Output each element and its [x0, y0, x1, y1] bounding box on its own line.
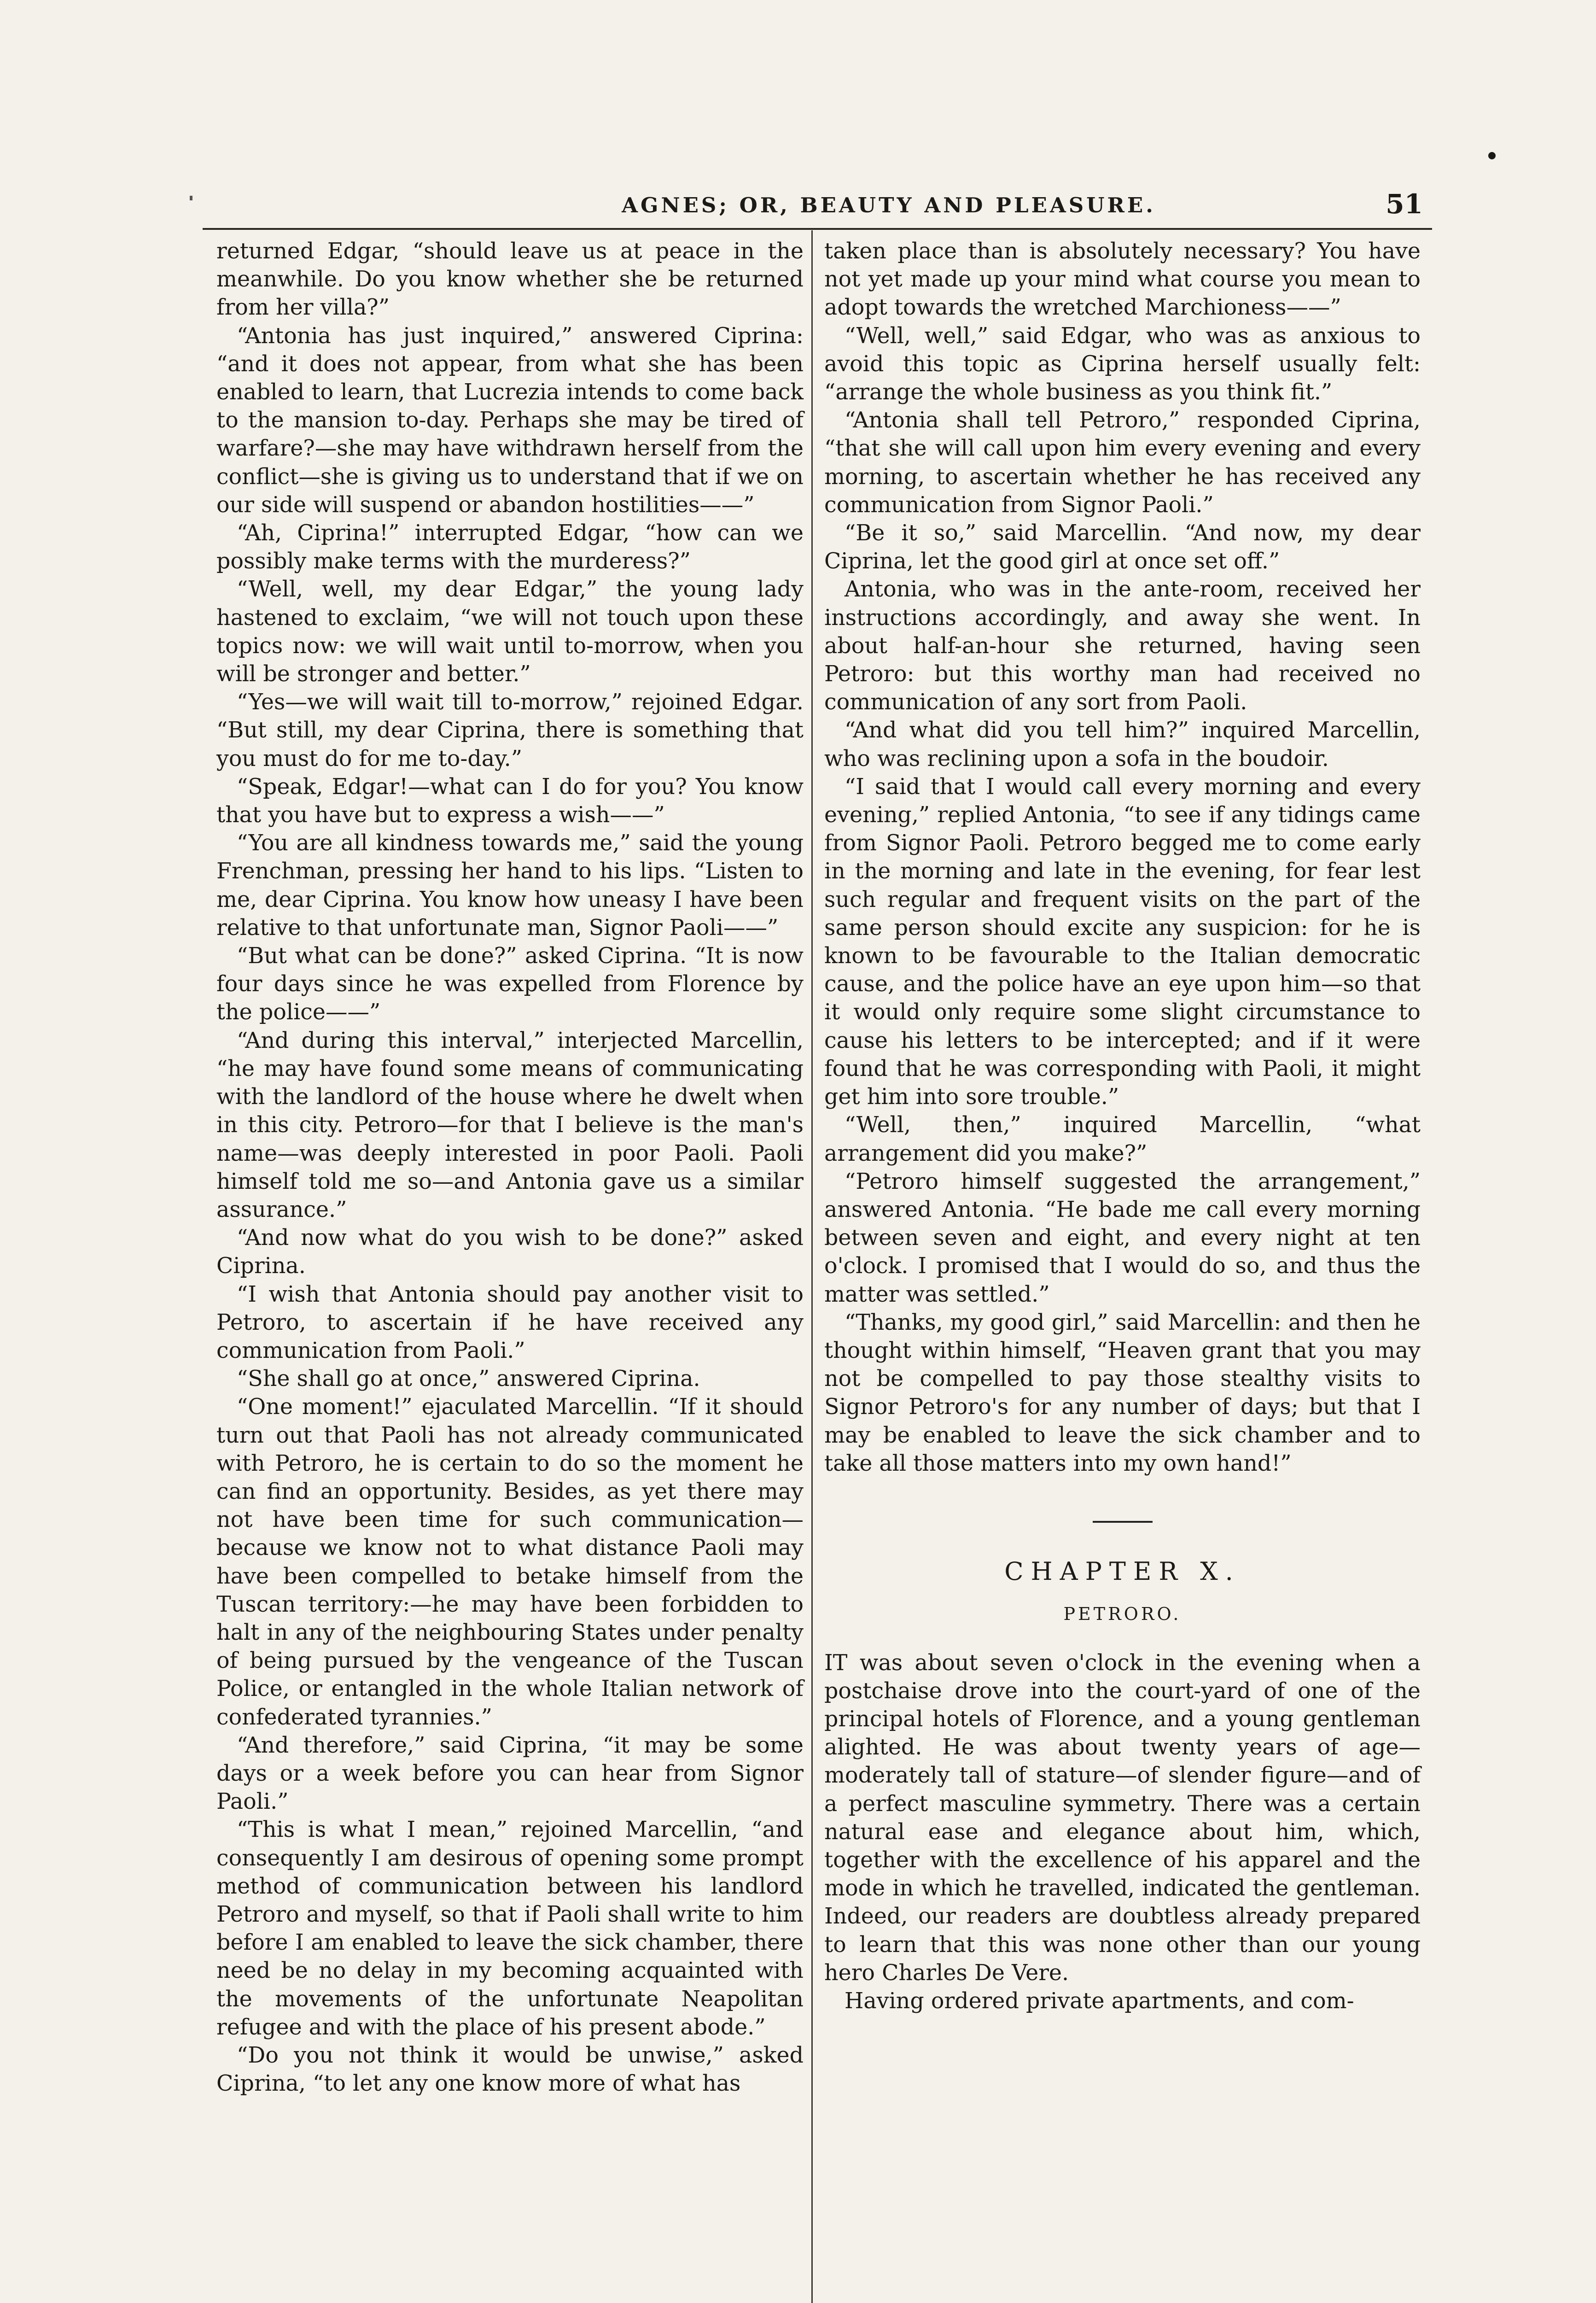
header-rule: [203, 228, 1432, 230]
paragraph: “Speak, Edgar!—what can I do for you? You know that you have but to express a wish——”: [216, 774, 804, 828]
ink-dot: [1488, 152, 1496, 159]
right-column: [824, 237, 1421, 2015]
paragraph: “Yes—we will wait till to-morrow,” rejoined Edgar. “But still, my dear Ciprina, there is something that you must do for me to-day.”: [216, 690, 804, 772]
paragraph: “Well, well, my dear Edgar,” the young lady hastened to exclaim, “we will not touch upon these topics now: we will wait until to-morrow, when you will be stronger and better.”: [216, 577, 804, 687]
paragraph: “And now what do you wish to be done?” asked Ciprina.: [216, 1225, 804, 1279]
paragraph: returned Edgar, “should leave us at peace in the meanwhile. Do you know whether she be returned from her villa?”: [216, 239, 804, 321]
paragraph: “Do you not think it would be unwise,” asked Ciprina, “to let any one know more of what has: [216, 2043, 804, 2097]
ink-speck: [190, 196, 192, 200]
paragraph: “Petroro himself suggested the arrangement,” answered Antonia. “He bade me call every morning between seven and eight, and every night at ten o'clock. I promised that I would do so, and thus the matter was settled.”: [824, 1169, 1421, 1307]
paragraph: “Ah, Ciprina!” interrupted Edgar, “how can we possibly make terms with the murderess?”: [216, 520, 804, 574]
left-column: [216, 237, 804, 2098]
paragraph: Having ordered private apartments, and com-: [845, 1988, 1354, 2014]
paragraph: “Well, then,” inquired Marcellin, “what arrangement did you make?”: [824, 1112, 1421, 1166]
section-rule-wrap: [824, 1502, 1421, 1530]
paragraph: “One moment!” ejaculated Marcellin. “If it should turn out that Paoli has not already communicated with Petroro, he is certain to do so the moment he can find an opportunity. Besides, as yet there may not have been time for such communication—because we know not to what distance Paoli may have been compelled to betake himself from the Tuscan territory:—he may have been forbidden to halt in any of the neighbouring States under penalty of being pursued by the vengeance of the Tuscan Police, or entangled in the whole Italian network of confederated tyrannies.”: [216, 1394, 804, 1730]
paragraph: “You are all kindness towards me,” said the young Frenchman, pressing her hand to his lips. “Listen to me, dear Ciprina. You know how uneasy I have been relative to that unfortunate man, Signor Paoli——”: [216, 830, 804, 941]
paragraph: “Well, well,” said Edgar, who was as anxious to avoid this topic as Ciprina herself usually felt: “arrange the whole business as you think fit.”: [824, 323, 1421, 405]
chapter-title: CHAPTER X.: [1004, 1557, 1241, 1586]
paragraph: “Thanks, my good girl,” said Marcellin: and then he thought within himself, “Heaven grant that you may not be compelled to pay those stealthy visits to Signor Petroro's for any number of days; but that I may be enabled to leave the sick chamber and to take all those matters into my own hand!”: [824, 1309, 1421, 1476]
paragraph: Antonia, who was in the ante-room, received her instructions accordingly, and away she went. In about half-an-hour she returned, having seen Petroro: but this worthy man had received no communication of any sort from Paoli.: [824, 577, 1421, 715]
paragraph: “Be it so,” said Marcellin. “And now, my dear Ciprina, let the good girl at once set off.”: [824, 520, 1421, 574]
paragraph: “Antonia has just inquired,” answered Ciprina: “and it does not appear, from what she has been enabled to learn, that Lucrezia intends to come back to the mansion to-day. Perhaps she may be tired of warfare?—she may have withdrawn herself from the conflict—she is giving us to understand that if we on our side will suspend or abandon hostilities——”: [216, 323, 804, 518]
chapter-subtitle: PETRORO.: [1063, 1604, 1182, 1625]
paragraph: “Antonia shall tell Petroro,” responded Ciprina, “that she will call upon him every evening and every morning, to ascertain whether he has received any communication from Signor Paoli.”: [824, 408, 1421, 518]
page-number: 51: [1386, 188, 1423, 220]
paragraph: “But what can be done?” asked Ciprina. “It is now four days since he was expelled from Florence by the police——”: [216, 943, 804, 1025]
paragraph: “And what did you tell him?” inquired Marcellin, who was reclining upon a sofa in the boudoir.: [824, 718, 1421, 772]
paragraph: “I said that I would call every morning and every evening,” replied Antonia, “to see if any tidings came from Signor Paoli. Petroro begged me to come early in the morning and late in the evening, for fear lest such regular and frequent visits on the part of the same person should excite any suspicion: for he is known to be favourable to the Italian democratic cause, and the police have an eye upon him—so that it would only require some slight circumstance to cause his letters to be intercepted; and if it were found that he was corresponding with Paoli, it might get him into sore trouble.”: [824, 774, 1421, 1110]
column-divider: [811, 230, 813, 2303]
paragraph: “This is what I mean,” rejoined Marcellin, “and consequently I am desirous of opening some prompt method of communication between his landlord Petroro and myself, so that if Paoli shall write to him before I am enabled to leave the sick chamber, there need be no delay in my becoming acquainted with the movements of the unfortunate Neapolitan refugee and with the place of his present abode.”: [216, 1817, 804, 2040]
paragraph: taken place than is absolutely necessary? You have not yet made up your mind what course you mean to adopt towards the wretched Marchioness——”: [824, 239, 1421, 321]
section-rule: [1093, 1521, 1153, 1523]
paragraph: “I wish that Antonia should pay another visit to Petroro, to ascertain if he have received any communication from Paoli.”: [216, 1281, 804, 1363]
paragraph: IT was about seven o'clock in the evening when a postchaise drove into the court-yard of one of the principal hotels of Florence, and a young gentleman alighted. He was about twenty years of age—moderately tall of stature—of slender figure—and of a perfect masculine symmetry. There was a certain natural ease and elegance about him, which, together with the excellence of his apparel and the mode in which he travelled, indicated the gentleman. Indeed, our readers are doubtless already prepared to learn that this was none other than our young hero Charles De Vere.: [824, 1650, 1421, 1986]
paragraph: “She shall go at once,” answered Ciprina.: [237, 1366, 700, 1392]
paragraph: “And during this interval,” interjected Marcellin, “he may have found some means of communicating with the landlord of the house where he dwelt when in this city. Petroro—for that I believe is the man's name—was deeply interested in poor Paoli. Paoli himself told me so—and Antonia gave us a similar assurance.”: [216, 1028, 804, 1222]
paragraph: “And therefore,” said Ciprina, “it may be some days or a week before you can hear from Signor Paoli.”: [216, 1732, 804, 1815]
running-title: AGNES; OR, BEAUTY AND PLEASURE.: [622, 193, 1156, 217]
running-head: [193, 187, 1432, 223]
